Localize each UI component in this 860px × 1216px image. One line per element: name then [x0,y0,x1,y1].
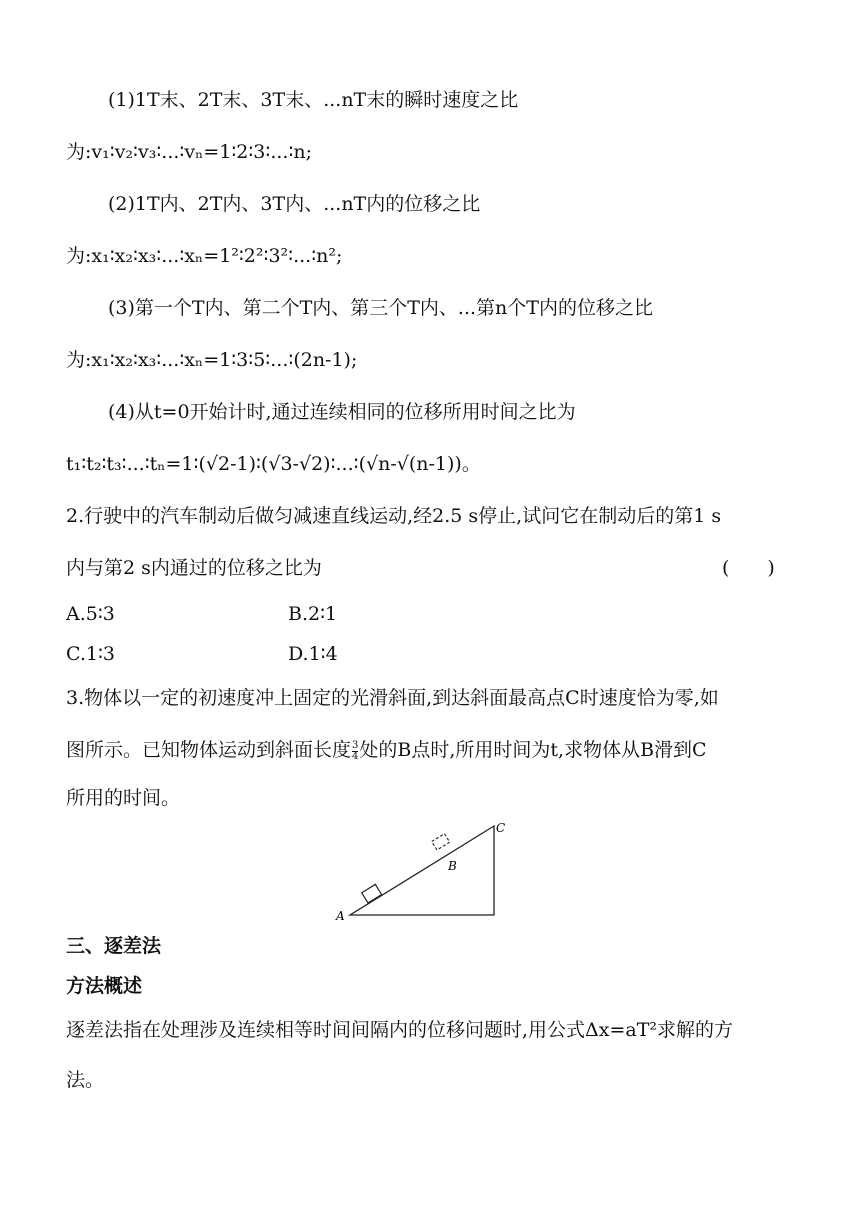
question-3-text-cont [66,738,707,762]
question-3-text-part1: 图所示。已知物体运动到斜面长度 [66,739,352,761]
question-3-text-part2: 处的B点时,所用时间为t,求物体从B滑到C [359,739,707,761]
question-3-text: 3.物体以一定的初速度冲上固定的光滑斜面,到达斜面最高点C时速度恰为零,如 [66,687,719,709]
ratio-line-1: (1)1T末、2T末、3T末、...nT末的瞬时速度之比 [108,89,519,111]
label-a: A [336,909,345,923]
section-body: 逐差法指在处理涉及连续相等时间间隔内的位移问题时,用公式Δx=aT²求解的方 [66,1019,734,1041]
question-2-text-cont: 内与第2 s内通过的位移之比为 [66,557,322,579]
ratio-line-7: (4)从t=0开始计时,通过连续相同的位移所用时间之比为 [108,401,576,423]
fraction-denominator: 4 [352,750,359,762]
section-subheading: 方法概述 [66,975,143,997]
option-c: C.1∶3 [66,643,116,665]
block-at-a [362,884,382,903]
question-3-text-end: 所用的时间。 [66,787,181,809]
section-heading: 三、逐差法 [66,935,162,957]
ratio-line-8: t₁∶t₂∶t₃∶...∶tₙ=1∶(√2-1)∶(√3-√2)∶...∶(√n-√(n-1))。 [66,453,481,475]
three-quarters-fraction [352,741,358,762]
option-b: B.2∶1 [288,603,338,625]
label-b: B [448,859,457,873]
ratio-line-2: 为:v₁∶v₂∶v₃∶...∶vₙ=1∶2∶3∶...∶n; [66,141,313,163]
ratio-line-6: 为:x₁∶x₂∶x₃∶...∶xₙ=1∶3∶5∶...∶(2n-1); [66,349,358,371]
ratio-line-4: 为:x₁∶x₂∶x₃∶...∶xₙ=1²∶2²∶3²∶...∶n²; [66,245,343,267]
section-body-cont: 法。 [66,1069,105,1091]
fraction-numerator: 3 [352,739,359,751]
block-at-b [432,834,450,850]
option-a: A.5∶3 [66,603,115,625]
option-d: D.1∶4 [288,643,338,665]
ratio-line-3: (2)1T内、2T内、3T内、...nT内的位移之比 [108,193,481,215]
label-c: C [496,821,506,835]
ratio-line-5: (3)第一个T内、第二个T内、第三个T内、...第n个T内的位移之比 [108,297,653,319]
incline-figure [330,812,520,924]
answer-bracket: ( ) [722,557,775,579]
question-2-text: 2.行驶中的汽车制动后做匀减速直线运动,经2.5 s停止,试问它在制动后的第1 s [66,505,722,527]
incline-triangle [350,826,494,915]
